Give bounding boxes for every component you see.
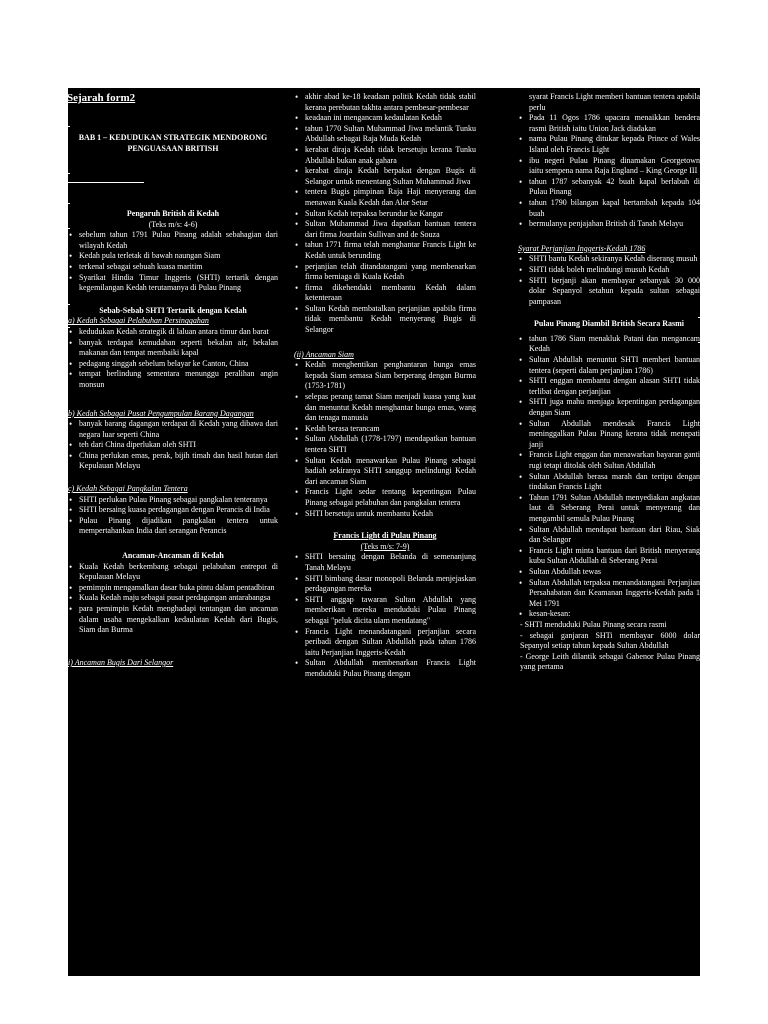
list-item: • SHTI anggap tawaran Sultan Abdullah yang memberikan mereka menduduki Pulau Pinang sebagai "peluk dicita ulam mendatang" [294, 595, 476, 627]
list-item: • keadaan ini mengancam kedaulatan Kedah [294, 113, 476, 124]
list-item: • bermulanya penjajahan British di Tanah Melayu [518, 219, 700, 230]
list-item: • China perlukan emas, perak, bijih timah dan hasil hutan dari Kepulauan Melayu [68, 451, 278, 472]
list-item: • Syarikat Hindia Timur Inggeris (SHTI) tertarik dengan kegemilangan Kedah terutamanya di Pulau Pinang [68, 273, 278, 294]
list-item: • SHTI juga mahu menjaga kepentingan perdagangan dengan Siam [518, 397, 700, 418]
list-bugis [294, 92, 476, 336]
list-item: • pemimpin mengamalkan dasar buka pintu dalam pentadbiran [68, 583, 278, 594]
list-item: • banyak barang dagangan terdapat di Kedah yang dibawa dari negara luar seperti China [68, 419, 278, 440]
list-item: • selepas perang tamat Siam menjadi kuasa yang kuat dan menuntut Kedah menghantar bunga emas, wang dan tenaga manusia [294, 392, 476, 424]
list-item: • Kedah pula terletak di bawah naungan Siam [68, 251, 278, 262]
list-item: • Sultan Kedah terpaksa berundur ke Kangar [294, 209, 476, 220]
section-rasmi-title: Pulau Pinang Diambil British Secara Rasmi [518, 319, 700, 330]
notes-sheet [68, 88, 700, 976]
list-item: • Sultan Abdullah terpaksa menandatangani Perjanjian Persahabatan dan Keamanan Inggeris-Kedah pada 1 Mei 1791 [518, 578, 700, 610]
column-left [68, 92, 278, 668]
list-item: • Pulau Pinang dijadikan pangkalan tentera untuk mempertahankan India dari serangan Perancis [68, 516, 278, 537]
list-item: • Tahun 1791 Sultan Abdullah menyediakan angkatan laut di Seberang Perai untuk menyerang dan mengambil semula Pulau Pinang [518, 493, 700, 525]
list-pengaruh [68, 230, 278, 294]
list-item: • Sultan Abdullah menuntut SHTI memberi bantuan tentera (seperti dalam perjanjian 1786) [518, 355, 700, 376]
list-item: • Kedah berasa terancam [294, 424, 476, 435]
list-item: • kerabat diraja Kedah berpakat dengan Bugis di Selangor untuk menentang Sultan Muhammad Jiwa [294, 166, 476, 187]
list-pulau-pinang [518, 113, 700, 230]
list-item: • akhir abad ke-18 keadaan politik Kedah tidak stabil kerana perebutan takhta antara pembesar-pembesar [294, 92, 476, 113]
list-item: • banyak terdapat kemudahan seperti bekalan air, bekalan makanan dan tempat membaiki kapal [68, 338, 278, 359]
list-item: • tempat berlindung sementara menunggu peralihan angin monsun [68, 369, 278, 390]
list-item: • SHTI bimbang dasar monopoli Belanda menjejaskan perdagangan mereka [294, 574, 476, 595]
list-item: • Sultan Abdullah mendesak Francis Light meninggalkan Pulau Pinang kerana tidak menepati janji [518, 419, 700, 451]
list-item: • SHTI bersetuju untuk membantu Kedah [294, 509, 476, 520]
left-bracket-mark [65, 304, 70, 328]
subhead-a: a) Kedah Sebagai Pelabuhan Persinggahan [68, 316, 209, 326]
list-item: • SHTI bantu Kedah sekiranya Kedah diserang musuh [518, 254, 700, 265]
list-item: • kerabat diraja Kedah tidak bersetuju kerana Tunku Abdullah bukan anak gahara [294, 145, 476, 166]
list-item: • perjanjian telah ditandatangani yang membenarkan firma berniaga di Kuala Kedah [294, 262, 476, 283]
subhead-b: b) Kedah Sebagai Pusat Pengumpulan Barang Dagangan [68, 408, 254, 418]
subhead-i: i) Ancaman Bugis Dari Selangor [68, 657, 174, 667]
list-siam [294, 360, 476, 519]
list-item: • tahun 1770 Sultan Muhammad Jiwa melantik Tunku Abdullah sebagai Raja Muda Kedah [294, 124, 476, 145]
subhead-c: c) Kedah Sebagai Pangkalan Tentera [68, 484, 188, 494]
list-item: • Kedah menghentikan penghantaran bunga emas kepada Siam semasa Siam berperang dengan Burma (1753-1781) [294, 360, 476, 392]
list-item: - sebagai ganjaran SHTi membayar 6000 dolar Sepanyol setiap tahun kepada Sultan Abdullah [520, 630, 700, 651]
section-pengaruh-pages: (Teks m/s: 4-6) [148, 219, 198, 229]
list-item: • Sultan Kedah menawarkan Pulau Pinang sebagai hadiah sekiranya SHTI sanggup melindungi Kedah dari ancaman Siam [294, 456, 476, 488]
list-item: • terkenal sebagai sebuah kuasa maritim [68, 262, 278, 273]
column-right [518, 92, 700, 673]
list-item: • nama Pulau Pinang ditukar kepada Prince of Wales Island oleh Francis Light [518, 134, 700, 155]
left-bracket-mark [65, 126, 70, 174]
list-item: • Sultan Abdullah tewas [518, 567, 700, 578]
list-item: • SHTI perlukan Pulau Pinang sebagai pangkalan tenteranya [68, 495, 278, 506]
section-sebab-title: Sebab-Sebab SHTI Tertarik dengan Kedah [68, 306, 278, 317]
document-title: Sejarah form2 [67, 92, 136, 104]
list-item: • SHTI enggan membantu dengan alasan SHTI tidak terlibat dengan perjanjian [518, 376, 700, 397]
list-item: • Francis Light minta bantuan dari British menyerang kubu Sultan Abdullah di Seberang Perai [518, 546, 700, 567]
list-item: • Sultan Kedah membatalkan perjanjian apabila firma tidak membantu Kedah menyerang Bugis di Selangor [294, 304, 476, 336]
list-item: • Francis Light enggan dan menawarkan bayaran ganti rugi tetapi ditolak oleh Sultan Abdullah [518, 450, 700, 471]
list-item: - George Leith dilantik sebagai Gabenor Pulau Pinang yang pertama [520, 651, 700, 672]
column-middle [294, 92, 476, 679]
left-bracket-mark [65, 203, 70, 229]
list-rasmi [518, 334, 700, 673]
chapter-heading: BAB 1 – KEDUDUKAN STRATEGIK MENDORONG PENGUASAAN BRITISH [68, 132, 278, 154]
list-item: • tentera Bugis pimpinan Raja Haji menyerang dan menawan Kuala Kedah dan Alor Setar [294, 187, 476, 208]
section-francis-light-title: Francis Light di Pulau Pinang [333, 531, 437, 541]
list-item: • Kuala Kedah maju sebagai pusat perdagangan antarabangsa [68, 593, 278, 604]
list-item: • kedudukan Kedah strategik di laluan antara timur dan barat [68, 327, 278, 338]
continued-text: syarat Francis Light memberi bantuan tentera apabila perlu [529, 92, 700, 112]
list-item: • SHTI tidak boleh melindungi musuh Kedah [518, 265, 700, 276]
list-item: • para pemimpin Kedah menghadapi tentangan dan ancaman dalam usaha mengekalkan kedaulatan Kedah dari Bugis, Siam dan Burma [68, 604, 278, 636]
list-item: • SHTI bersaing dengan Belanda di semenanjung Tanah Melayu [294, 552, 476, 573]
list-item: • Francis Light sedar tentang kepentingan Pulau Pinang sebagai pelabuhan dan pangkalan tentera [294, 487, 476, 508]
list-item: • kesan-kesan: [518, 609, 700, 620]
list-syarat [518, 254, 700, 307]
list-item: • teh dari China diperlukan oleh SHTI [68, 440, 278, 451]
list-item: • Pada 11 Ogos 1786 upacara menaikkan bendera rasmi British iaitu Union Jack diadakan [518, 113, 700, 134]
list-item: • tahun 1786 Siam menakluk Patani dan mengancam Kedah [518, 334, 700, 355]
section-ancaman-title: Ancaman-Ancaman di Kedah [122, 551, 224, 561]
list-item: • Sultan Abdullah (1778-1797) mendapatkan bantuan tentera SHTI [294, 434, 476, 455]
list-item: • Sultan Muhammad Jiwa dapatkan bantuan tentera dari firma Jourdain Sullivan and de Souza [294, 219, 476, 240]
list-item: • ibu negeri Pulau Pinang dinamakan Georgetown iaitu sempena nama Raja England – King George III [518, 156, 700, 177]
list-item: • Sultan Abdullah membenarkan Francis Light menduduki Pulau Pinang dengan [294, 658, 476, 679]
list-item: • SHTI berjanji akan membayar sebanyak 30 000 dolar Sepanyol setahun kepada sultan sebagai pampasan [518, 276, 700, 308]
list-item: • Kuala Kedah berkembang sebagai pelabuhan entrepot di Kepulauan Melayu [68, 562, 278, 583]
list-c [68, 495, 278, 537]
list-item: • tahun 1790 bilangan kapal bertambah kepada 104 buah [518, 198, 700, 219]
list-item: • Francis Light menandatangani perjanjian secara peribadi dengan Sultan Abdullah pada tahun 1786 iaitu Perjanjian Inggeris-Kedah [294, 627, 476, 659]
list-item: • tahun 1787 sebanyak 42 buah kapal berlabuh di Pulau Pinang [518, 177, 700, 198]
list-item: • pedagang singgah sebelum belayar ke Canton, China [68, 359, 278, 370]
list-item: • Sultan Abdullah berasa marah dan tertipu dengan tindakan Francis Light [518, 472, 700, 493]
list-item: • firma dikehendaki membantu Kedah dalam ketenteraan [294, 283, 476, 304]
list-item: • SHTI bersaing kuasa perdagangan dengan Perancis di India [68, 505, 278, 516]
subhead-syarat: Syarat Perjanjian Inggeris-Kedah 1786 [518, 243, 646, 253]
subhead-ii: (ii) Ancaman Siam [294, 349, 354, 359]
list-item: - SHTI menduduki Pulau Pinang secara rasmi [520, 619, 667, 629]
list-francis-light [294, 552, 476, 679]
list-item: • Sultan Abdullah mendapat bantuan dari Riau, Siak dan Selangor [518, 525, 700, 546]
list-item: • tahun 1771 firma telah menghantar Francis Light ke Kedah untuk berunding [294, 240, 476, 261]
section-pengaruh-title: Pengaruh British di Kedah [68, 209, 278, 220]
list-b [68, 419, 278, 472]
list-a [68, 327, 278, 391]
list-item: • sebelum tahun 1791 Pulau Pinang adalah sebahagian dari wilayah Kedah [68, 230, 278, 251]
list-ancaman [68, 562, 278, 636]
section-francis-light-pages: (Teks m/s: 7-9) [360, 541, 410, 551]
